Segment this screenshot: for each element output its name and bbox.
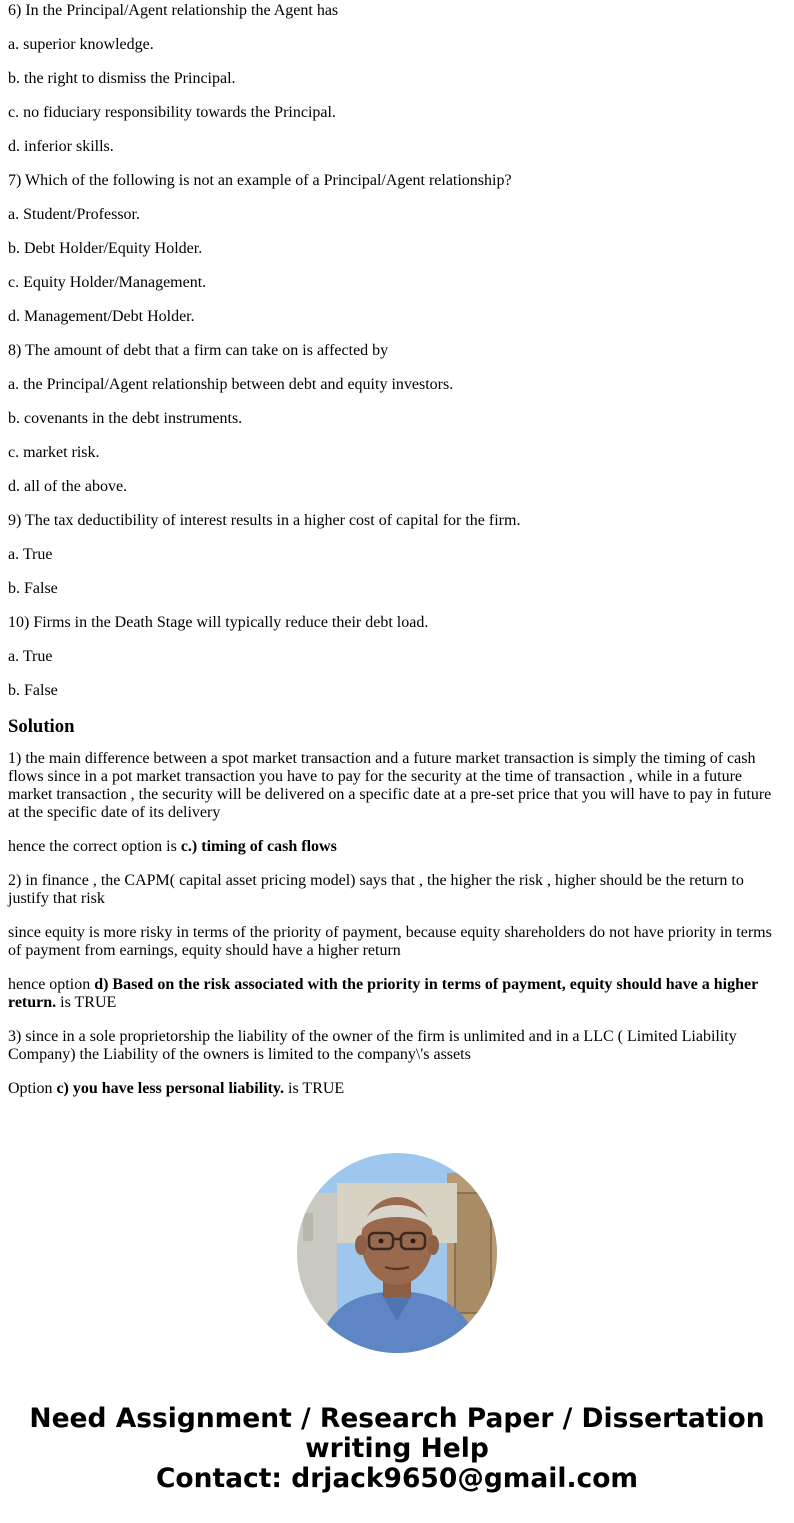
option: a. superior knowledge. bbox=[8, 36, 154, 53]
option: c. Equity Holder/Management. bbox=[8, 274, 207, 291]
option: b. False bbox=[8, 682, 58, 699]
answer-prefix: Option bbox=[8, 1080, 57, 1097]
option: a. Student/Professor. bbox=[8, 206, 140, 223]
option: b. covenants in the debt instruments. bbox=[8, 410, 243, 427]
option: b. the right to dismiss the Principal. bbox=[8, 70, 236, 87]
solution-answer bbox=[8, 976, 778, 1012]
question-stem: 10) Firms in the Death Stage will typically reduce their debt load. bbox=[8, 614, 429, 631]
solution-paragraph: 2) in finance , the CAPM( capital asset pricing model) says that , the higher the risk , higher should be the return to justify that risk bbox=[8, 872, 744, 907]
question-stem: 9) The tax deductibility of interest results in a higher cost of capital for the firm. bbox=[8, 512, 521, 529]
answer-option: c.) timing of cash flows bbox=[180, 838, 337, 855]
answer-prefix: hence the correct option is bbox=[8, 838, 181, 855]
answer-suffix: is TRUE bbox=[284, 1080, 345, 1097]
option: c. no fiduciary responsibility towards the Principal. bbox=[8, 104, 336, 121]
avatar-portrait bbox=[297, 1153, 497, 1353]
solution-answer bbox=[8, 1080, 778, 1098]
option: a. True bbox=[8, 648, 53, 665]
option: b. Debt Holder/Equity Holder. bbox=[8, 240, 203, 257]
option: d. Management/Debt Holder. bbox=[8, 308, 195, 325]
question-stem: 6) In the Principal/Agent relationship the Agent has bbox=[8, 2, 339, 19]
solution-heading: Solution bbox=[8, 716, 75, 737]
avatar bbox=[297, 1153, 497, 1353]
solution-paragraph: 3) since in a sole proprietorship the liability of the owner of the firm is unlimited and in a LLC ( Limited Liability Company) the Liability of the owners is limited to the company\'s assets bbox=[8, 1028, 737, 1063]
option: c. market risk. bbox=[8, 444, 100, 461]
cta-line: Need Assignment / Research Paper / Dissertation bbox=[29, 1403, 765, 1434]
contact-banner bbox=[0, 1404, 794, 1494]
question-stem: 7) Which of the following is not an example of a Principal/Agent relationship? bbox=[8, 172, 512, 189]
option: d. all of the above. bbox=[8, 478, 128, 495]
solution-paragraph: 1) the main difference between a spot market transaction and a future market transaction is simply the timing of cash flows since in a pot market transaction you have to pay for the security at the time of transaction , while in a future market transaction , the security will be delivered on a specific date at a pre-set price that you will have to pay in future at the specific date of its delivery bbox=[8, 750, 772, 821]
answer-prefix: hence option bbox=[8, 976, 95, 993]
option: a. True bbox=[8, 546, 53, 563]
cta-line: writing Help bbox=[305, 1433, 489, 1464]
answer-option: d) Based on the risk associated with the priority in terms of payment, equity should have a higher return. bbox=[8, 976, 758, 1011]
solution-paragraph: since equity is more risky in terms of the priority of payment, because equity shareholders do not have priority in terms of payment from earnings, equity should have a higher return bbox=[8, 924, 772, 959]
answer-suffix: is TRUE bbox=[56, 994, 117, 1011]
contact-email: Contact: drjack9650@gmail.com bbox=[155, 1463, 639, 1494]
option: b. False bbox=[8, 580, 58, 597]
solution-answer bbox=[8, 838, 778, 856]
answer-option: c) you have less personal liability. bbox=[56, 1080, 285, 1097]
option: d. inferior skills. bbox=[8, 138, 114, 155]
question-stem: 8) The amount of debt that a firm can take on is affected by bbox=[8, 342, 389, 359]
option: a. the Principal/Agent relationship between debt and equity investors. bbox=[8, 376, 454, 393]
